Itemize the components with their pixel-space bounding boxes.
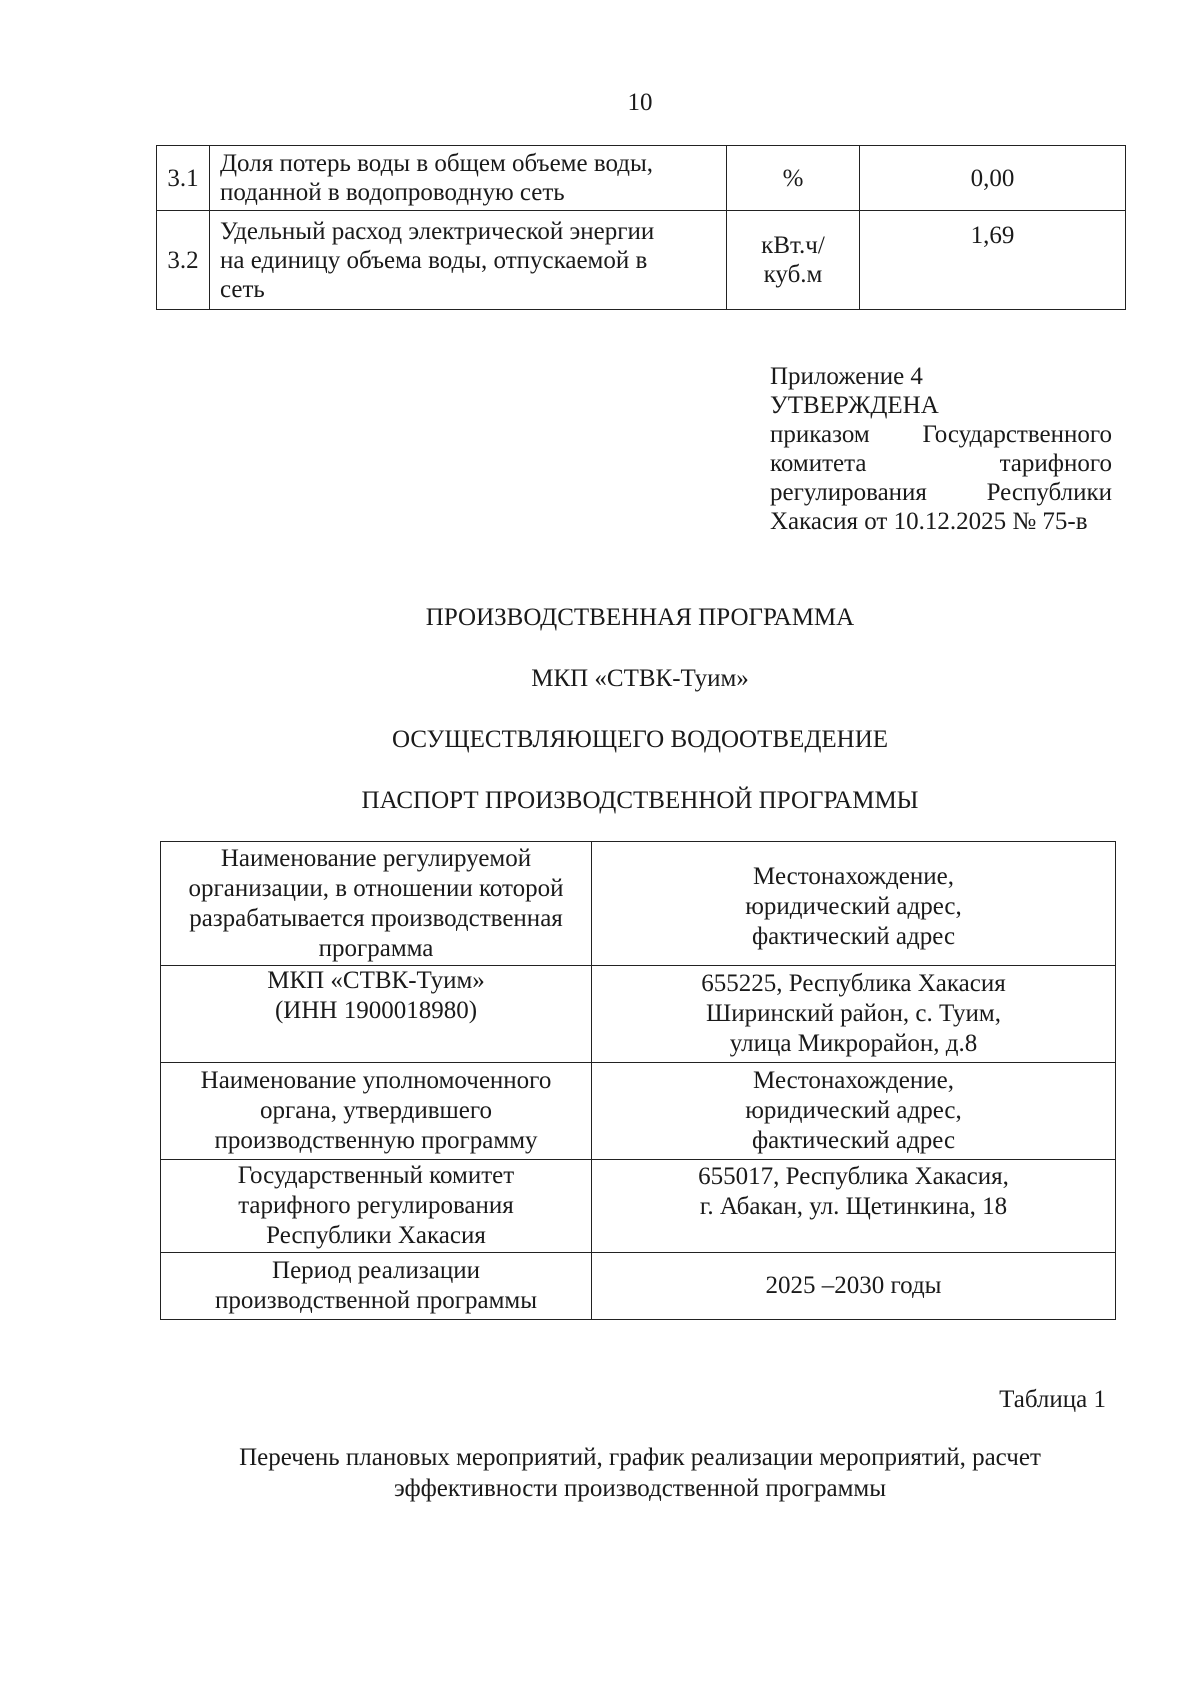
table-row <box>161 966 1116 1063</box>
table-row <box>161 1063 1116 1160</box>
approval-block <box>770 362 1112 536</box>
activity-title: ОСУЩЕСТВЛЯЮЩЕГО ВОДООТВЕДЕНИЕ <box>391 726 889 753</box>
organization-title: МКП «СТВК-Туим» <box>531 665 749 692</box>
indicator-description: Удельный расход электрической энергии на единицу объема воды, отпускаемой в сеть <box>210 211 727 310</box>
table-row <box>161 1253 1116 1320</box>
passport-cell-right: 655225, Республика Хакасия Ширинский район, с. Туим, улица Микрорайон, д.8 <box>592 966 1116 1063</box>
passport-cell-left: Период реализации производственной программы <box>161 1253 592 1320</box>
indicator-unit: кВт.ч/ куб.м <box>727 211 860 310</box>
passport-cell-right: Местонахождение, юридический адрес, фактический адрес <box>592 842 1116 966</box>
table-row <box>161 1160 1116 1253</box>
table-row <box>157 146 1126 211</box>
table-row <box>161 842 1116 966</box>
indicator-unit: % <box>727 146 860 211</box>
table-label: Таблица 1 <box>999 1386 1106 1413</box>
approved-label: УТВЕРЖДЕНА <box>770 392 939 419</box>
row-number: 3.1 <box>157 146 210 211</box>
program-title: ПРОИЗВОДСТВЕННАЯ ПРОГРАММА <box>425 604 855 631</box>
passport-cell-left: Наименование регулируемой организации, в отношении которой разрабатывается производственная программа <box>161 842 592 966</box>
indicators-table <box>156 145 1126 310</box>
passport-table <box>160 841 1116 1320</box>
approval-text-line: Хакасия от 10.12.2025 № 75-в <box>770 508 1088 535</box>
appendix-label: Приложение 4 <box>770 363 923 390</box>
table-caption: Перечень плановых мероприятий, график реализации мероприятий, расчет эффективности производственной программы <box>239 1444 1041 1502</box>
passport-cell-right: 655017, Республика Хакасия, г. Абакан, ул. Щетинкина, 18 <box>592 1160 1116 1253</box>
passport-cell-left: МКП «СТВК-Туим» (ИНН 1900018980) <box>161 966 592 1063</box>
indicator-value: 1,69 <box>860 211 1126 310</box>
approval-text-line: приказом Государственного <box>770 421 1112 448</box>
approval-text-line: регулирования Республики <box>770 479 1112 506</box>
passport-cell-left: Государственный комитет тарифного регулирования Республики Хакасия <box>161 1160 592 1253</box>
passport-cell-left: Наименование уполномоченного органа, утвердившего производственную программу <box>161 1063 592 1160</box>
page-number: 10 <box>627 89 653 116</box>
indicator-description: Доля потерь воды в общем объеме воды, поданной в водопроводную сеть <box>210 146 727 211</box>
row-number: 3.2 <box>157 211 210 310</box>
table-row <box>157 211 1126 310</box>
indicator-value: 0,00 <box>860 146 1126 211</box>
approval-text-line: комитета тарифного <box>770 450 1112 477</box>
passport-cell-right: 2025 –2030 годы <box>592 1253 1116 1320</box>
passport-title: ПАСПОРТ ПРОИЗВОДСТВЕННОЙ ПРОГРАММЫ <box>361 787 919 814</box>
passport-cell-right: Местонахождение, юридический адрес, фактический адрес <box>592 1063 1116 1160</box>
